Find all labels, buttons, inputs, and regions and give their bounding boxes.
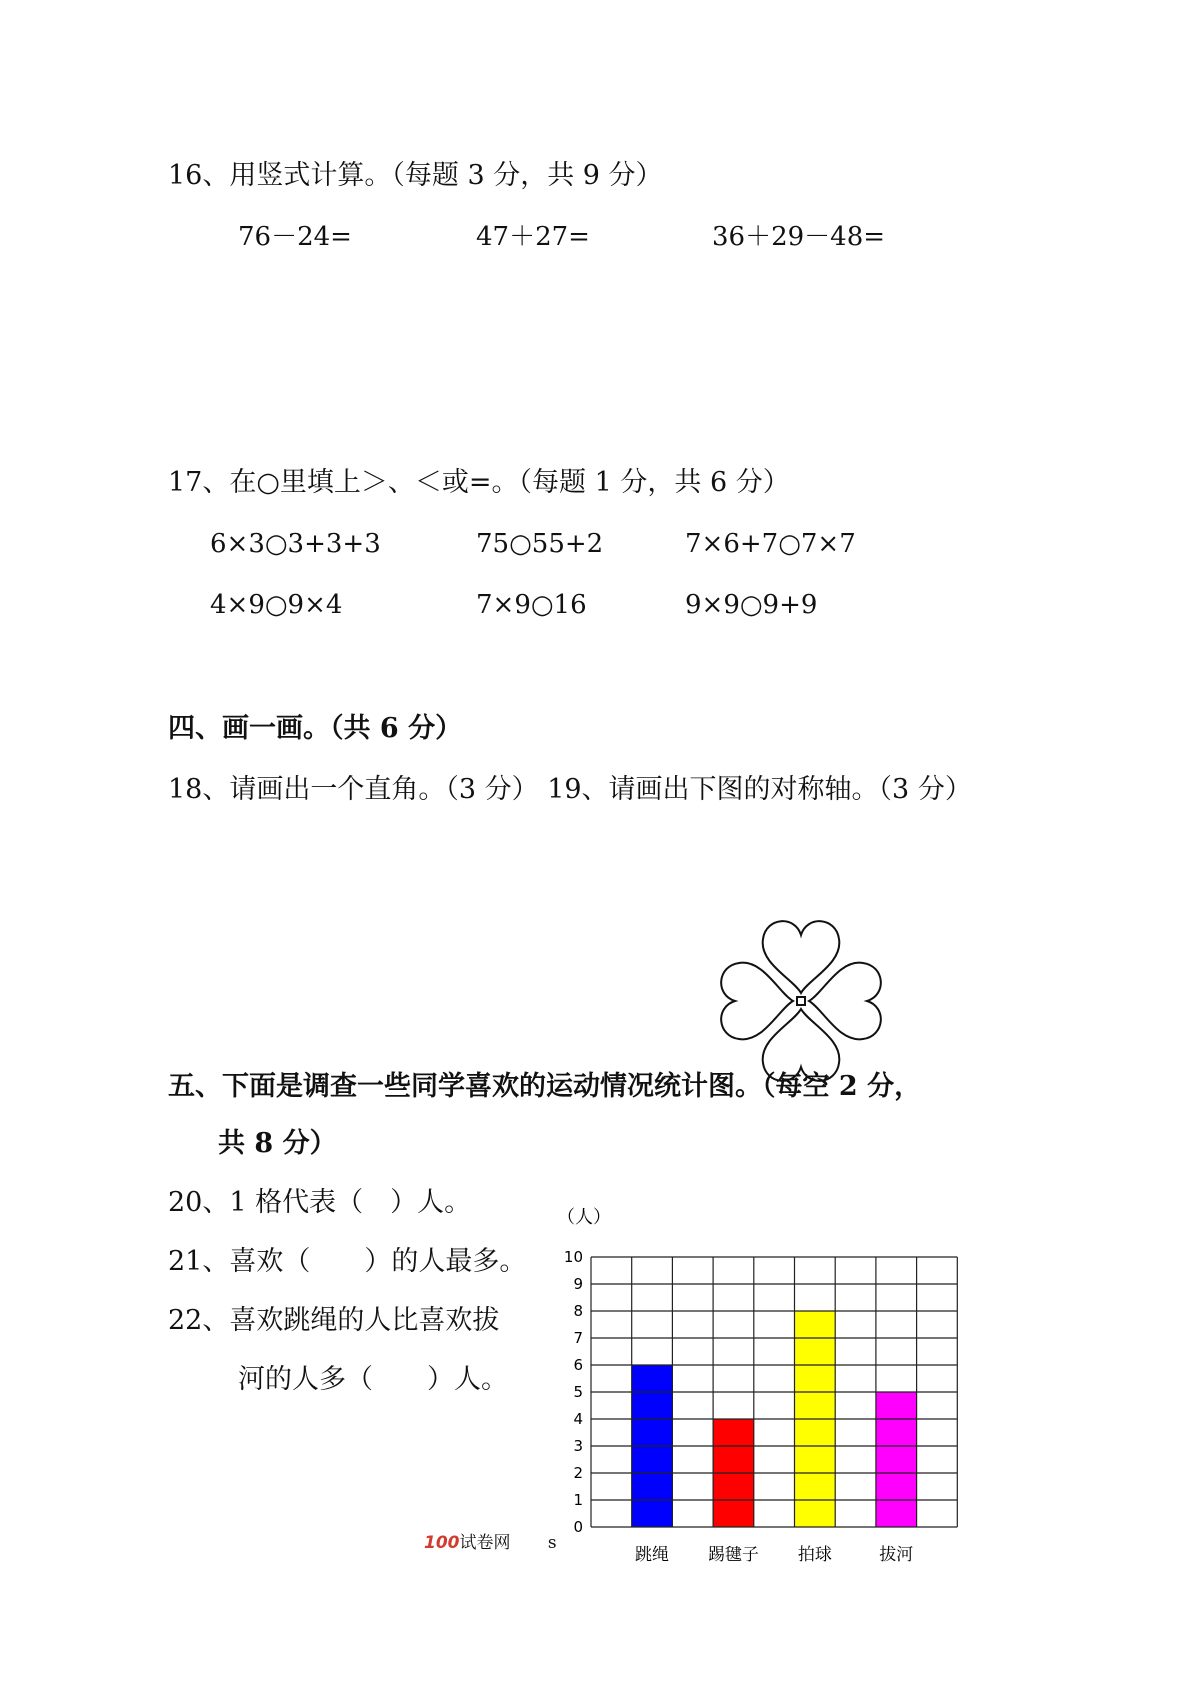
section4-title: 四、画一画。（共 6 分）	[168, 713, 463, 744]
y-tick-label: 10	[563, 1248, 583, 1266]
q16-item-2: 47＋27=	[476, 222, 590, 252]
watermark-logo-number: 100	[424, 1533, 460, 1553]
y-tick-label: 6	[573, 1356, 583, 1374]
q16-title: 16、用竖式计算。（每题 3 分，共 9 分）	[168, 160, 663, 191]
y-tick-label: 1	[573, 1491, 583, 1509]
section5-title-line1: 五、下面是调查一些同学喜欢的运动情况统计图。（每空 2 分，	[168, 1071, 922, 1102]
chart-y-ticks	[564, 1248, 583, 1536]
q22-text-line2: 河的人多（ ）人。	[238, 1364, 508, 1395]
y-tick-label: 2	[573, 1464, 583, 1482]
q17-row1-item-2: 75○55+2	[476, 529, 604, 559]
q17-row1-item-1: 6×3○3+3+3	[210, 529, 381, 559]
watermark-stray-letter: s	[547, 1533, 557, 1553]
y-tick-label: 3	[573, 1437, 583, 1455]
y-tick-label: 7	[573, 1329, 583, 1347]
q22-text-line1: 22、喜欢跳绳的人比喜欢拔	[168, 1305, 500, 1336]
q17-row2-item-2: 7×9○16	[476, 590, 587, 620]
y-tick-label: 8	[573, 1302, 583, 1320]
y-tick-label: 4	[573, 1410, 583, 1428]
flower-center-square	[797, 997, 805, 1005]
y-tick-label: 5	[573, 1383, 583, 1401]
y-tick-label: 9	[573, 1275, 583, 1293]
q17-row1-item-3: 7×6+7○7×7	[685, 529, 856, 559]
watermark	[424, 1528, 557, 1553]
x-category-label-3: 拍球	[797, 1545, 832, 1565]
watermark-text: 试卷网	[459, 1533, 511, 1553]
q17-title: 17、在○里填上＞、＜或=。（每题 1 分，共 6 分）	[168, 467, 790, 498]
q20-text: 20、1 格代表（ ）人。	[168, 1187, 472, 1218]
q18-q19-text: 18、请画出一个直角。（3 分） 19、请画出下图的对称轴。（3 分）	[168, 774, 972, 805]
four-heart-flower-figure	[712, 912, 890, 1090]
x-category-label-1: 跳绳	[635, 1545, 670, 1565]
q16-item-3: 36＋29－48=	[712, 222, 886, 252]
y-tick-label: 0	[573, 1518, 583, 1536]
x-category-label-2: 踢毽子	[707, 1545, 759, 1565]
q17-row2-item-3: 9×9○9+9	[685, 590, 818, 620]
q16-item-1: 76－24=	[238, 222, 352, 252]
chart-y-axis-unit-label: （人）	[557, 1207, 611, 1228]
bar-4	[876, 1392, 917, 1527]
q17-row2-item-1: 4×9○9×4	[210, 590, 343, 620]
chart-x-categories	[635, 1545, 913, 1565]
q21-text: 21、喜欢（ ）的人最多。	[168, 1246, 527, 1277]
section5-title-line2: 共 8 分）	[218, 1128, 337, 1159]
x-category-label-4: 拔河	[879, 1545, 914, 1565]
sports-bar-chart	[555, 1205, 1025, 1600]
